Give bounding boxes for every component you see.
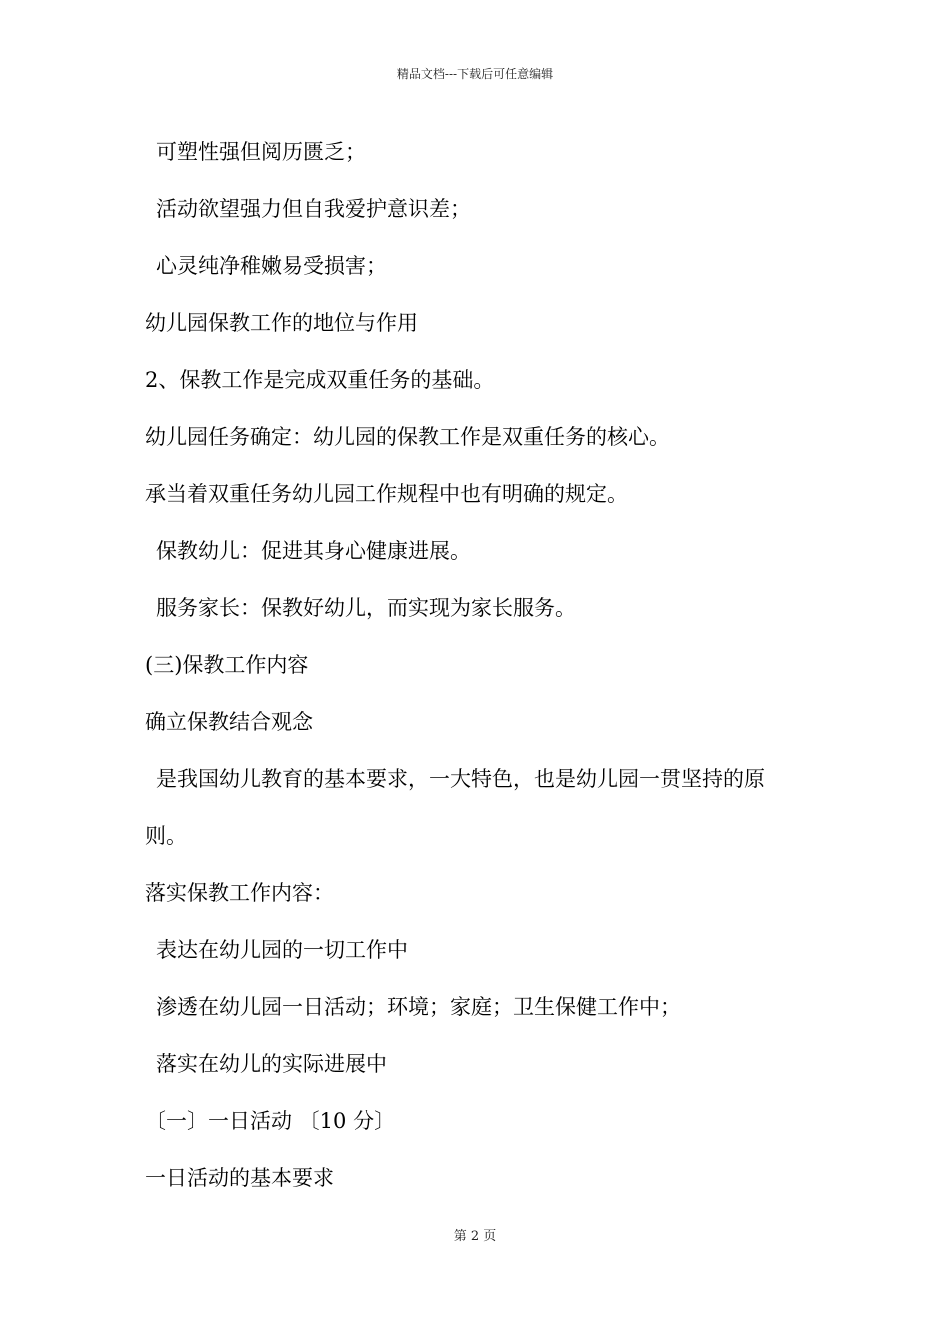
paragraph-line: 确立保教结合观念 <box>145 710 313 734</box>
paragraph-line: 则。 <box>145 824 187 848</box>
section-heading: (三)保教工作内容 <box>145 653 309 677</box>
paragraph-line: 幼儿园任务确定：幼儿园的保教工作是双重任务的核心。 <box>145 425 670 449</box>
paragraph-line: 服务家长：保教好幼儿，而实现为家长服务。 <box>156 596 576 620</box>
paragraph-line: 可塑性强但阅历匮乏； <box>156 140 366 164</box>
section-heading: 幼儿园保教工作的地位与作用 <box>145 311 418 335</box>
paragraph-line: 是我国幼儿教育的基本要求，一大特色，也是幼儿园一贯坚持的原 <box>156 767 765 791</box>
paragraph-line: 一日活动的基本要求 <box>145 1166 334 1190</box>
paragraph-line: 承当着双重任务幼儿园工作规程中也有明确的规定。 <box>145 482 628 506</box>
page-header: 精品文档---下载后可任意编辑 <box>396 67 554 81</box>
paragraph-line: 2、保教工作是完成双重任务的基础。 <box>145 368 495 392</box>
paragraph-line: 渗透在幼儿园一日活动；环境；家庭；卫生保健工作中； <box>156 995 681 1019</box>
paragraph-line: 落实在幼儿的实际进展中 <box>156 1052 387 1076</box>
paragraph-line: 心灵纯净稚嫩易受损害； <box>156 254 387 278</box>
paragraph-line: 活动欲望强力但自我爱护意识差； <box>156 197 471 221</box>
page-number: 第 2 页 <box>453 1229 497 1244</box>
section-heading: 〔一〕一日活动 〔10 分〕 <box>145 1109 396 1133</box>
paragraph-line: 落实保教工作内容： <box>145 881 334 905</box>
paragraph-line: 表达在幼儿园的一切工作中 <box>156 938 408 962</box>
paragraph-line: 保教幼儿：促进其身心健康进展。 <box>156 539 471 563</box>
